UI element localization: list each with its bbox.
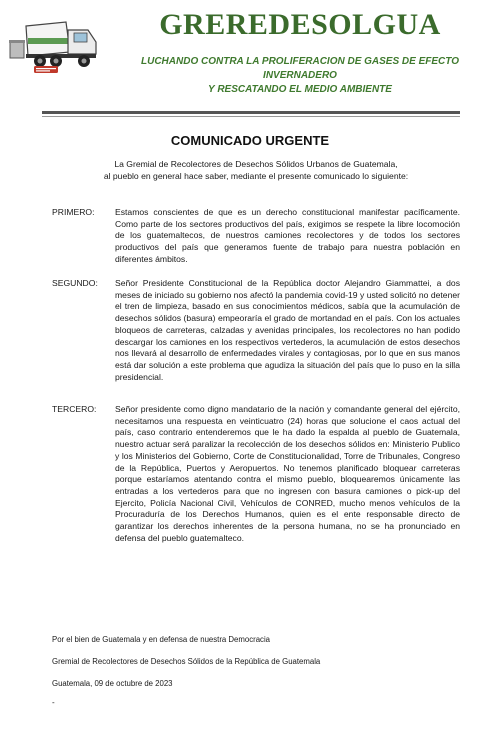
- section-label: SEGUNDO:: [52, 278, 98, 288]
- intro-line-2: al pueblo en general hace saber, mediante el presente comunicado lo siguiente:: [103, 171, 409, 181]
- section-label: PRIMERO:: [52, 207, 95, 217]
- section-label: TERCERO:: [52, 404, 97, 414]
- intro-paragraph: [56, 158, 456, 182]
- slogan-line-1: LUCHANDO CONTRA LA PROLIFERACION DE GASES DE EFECTO: [141, 56, 459, 67]
- section-text: Señor Presidente Constitucional de la República doctor Alejandro Giammattei, a dos meses de iniciado su gobierno nos afectó la pandemia covid-19 y usted solicitó no detener el tren de limpieza, basado en sus conocimientos médicos, sabía que la acumulación de desechos sólidos (basura) empeoraría el grado de mortandad en el país. Con los actuales bloqueos de carreteras, calzadas y avenidas principales, los recolectores no han podido descargar los camiones en los respectivos vertederos, la acumulación de estos desechos nos llevará al desarrollo de enfermedades virales y contagiosas, por lo que en sus manos está dar solución a este problema que agudiza la situación del país que lo puso en la silla presidencial.: [115, 278, 460, 382]
- intro-line-1: La Gremial de Recolectores de Desechos Sólidos Urbanos de Guatemala,: [114, 159, 398, 169]
- trailing-dot: -: [52, 698, 55, 707]
- garbage-truck-icon: [8, 12, 100, 74]
- document-title: COMUNICADO URGENTE: [170, 133, 330, 148]
- slogan-line-3: Y RESCATANDO EL MEDIO AMBIENTE: [208, 84, 392, 95]
- organization-slogan: [105, 55, 495, 97]
- section-text: Señor presidente como digno mandatario de la nación y comandante general del ejército, necesitamos una respuesta en veinticuatro (24) horas que solucione el caos actual del país, caso contrario entenderemos que le ha dado la espalda al pueblo de Guatemala, nuestro actuar será paralizar la recolección de los desechos sólidos en: Ministerio Publico y los Ministerios del Gobierno, Corte de Constitucionalidad, Torre de Tribunales, Congreso de la República, Puertos y Aeropuertos. No tenemos planificado bloquear carreteras porque estaríamos atentando contra el mismo pueblo, bloquearemos únicamente las entradas a los vertederos para que no ingresen con basura camiones o pick-up del Ejercito, Policía Nacional Civil, Vehículos de CONRED, mucho menos vehículos de la Procuraduría de los Derechos Humanos, quien es el ente responsable directo de garantizar los derechos inherentes de la persona humana, no se ha pronunciado en defensa del pueblo guatemalteco.: [115, 404, 460, 543]
- header-divider-thin: [42, 116, 460, 117]
- closing-signature: Gremial de Recolectores de Desechos Sólidos de la República de Guatemala: [52, 657, 321, 666]
- slogan-line-2: INVERNADERO: [263, 70, 337, 81]
- section-text: Estamos conscientes de que es un derecho constitucional manifestar pacíficamente. Como parte de los sectores productivos del país, exigimos se respete la libre locomoción de los guatemaltecos, de nuestros camiones recolectores y de todos los sectores productivos del país que generamos fuente de trabajo para nuestra población en diferentes ámbitos.: [115, 207, 460, 264]
- closing-motto: Por el bien de Guatemala y en defensa de nuestra Democracia: [52, 635, 271, 644]
- organization-name: GREREDESOLGUA: [159, 8, 441, 41]
- closing-date: Guatemala, 09 de octubre de 2023: [52, 679, 173, 688]
- header-divider: [42, 111, 460, 114]
